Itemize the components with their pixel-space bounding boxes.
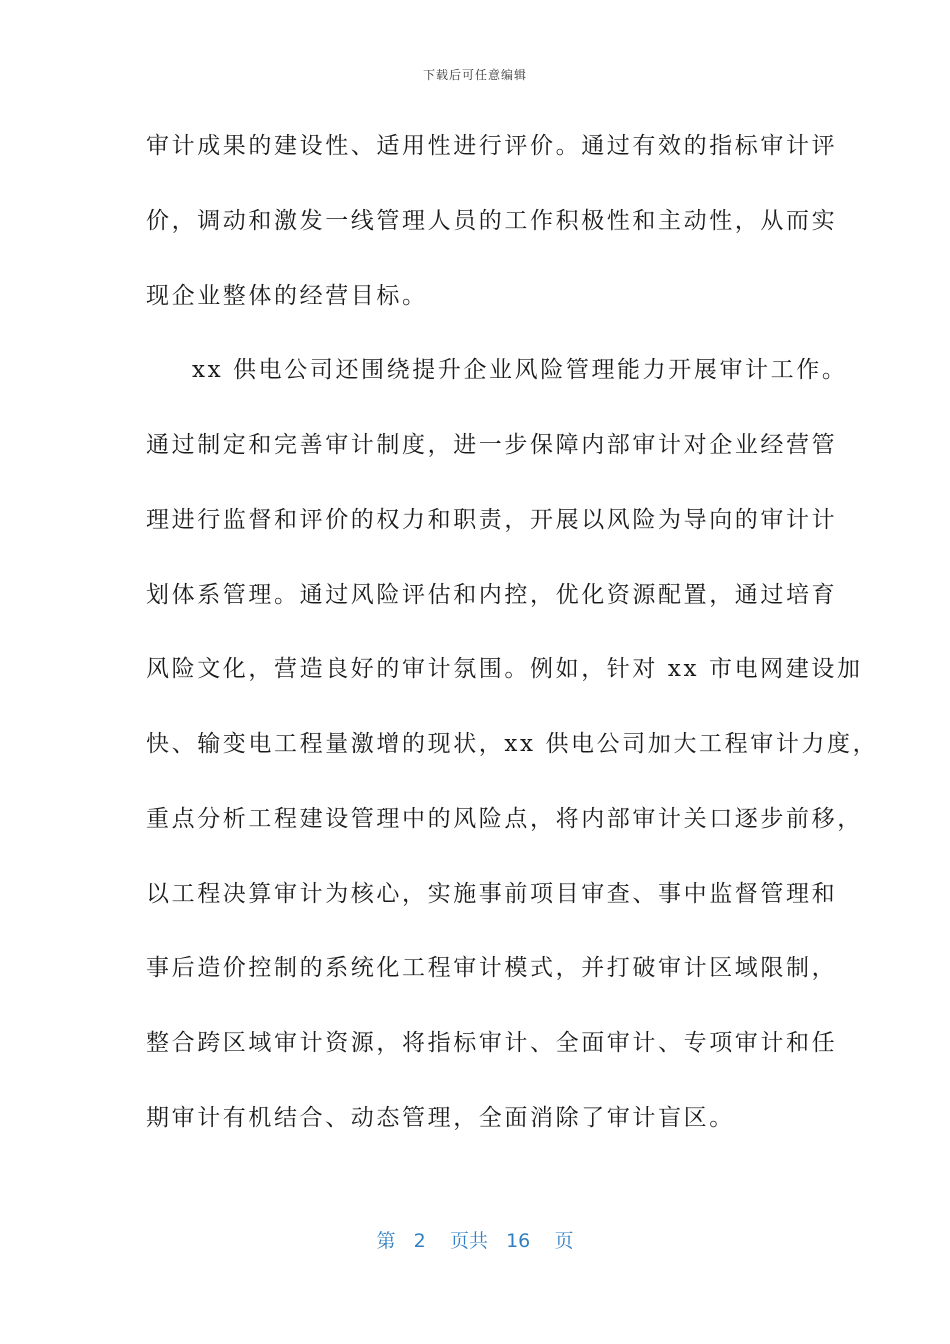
footer-total-pages: 16 [506,1230,531,1252]
footer-mid: 页共 [449,1230,488,1252]
body-line: 整合跨区域审计资源，将指标审计、全面审计、专项审计和任 [146,1030,838,1056]
body-line: 风险文化，营造良好的审计氛围。例如，针对 xx 市电网建设加 [146,656,863,682]
paragraph-first-line: xx 供电公司还围绕提升企业风险管理能力开展审计工作。 [192,357,848,383]
body-line: 通过制定和完善审计制度，进一步保障内部审计对企业经营管 [146,432,838,458]
body-line: 重点分析工程建设管理中的风险点，将内部审计关口逐步前移， [146,806,863,832]
body-line: 快、输变电工程量激增的现状，xx 供电公司加大工程审计力度， [146,731,879,757]
footer-prefix: 第 [376,1230,396,1252]
body-line: 理进行监督和评价的权力和职责，开展以风险为导向的审计计 [146,507,838,533]
body-line: 以工程决算审计为核心，实施事前项目审查、事中监督管理和 [146,881,838,907]
footer-page-number: 2 [413,1230,426,1252]
body-line: 事后造价控制的系统化工程审计模式，并打破审计区域限制， [146,955,838,981]
body-line: 现企业整体的经营目标。 [146,283,428,309]
page-header: 下载后可任意编辑 [422,68,527,82]
page-footer [0,1226,950,1253]
footer-suffix: 页 [554,1230,574,1252]
body-line: 划体系管理。通过风险评估和内控，优化资源配置，通过培育 [146,582,838,608]
body-line: 期审计有机结合、动态管理，全面消除了审计盲区。 [146,1105,735,1131]
body-line: 审计成果的建设性、适用性进行评价。通过有效的指标审计评 [146,133,838,159]
body-line: 价，调动和激发一线管理人员的工作积极性和主动性，从而实 [146,208,838,234]
